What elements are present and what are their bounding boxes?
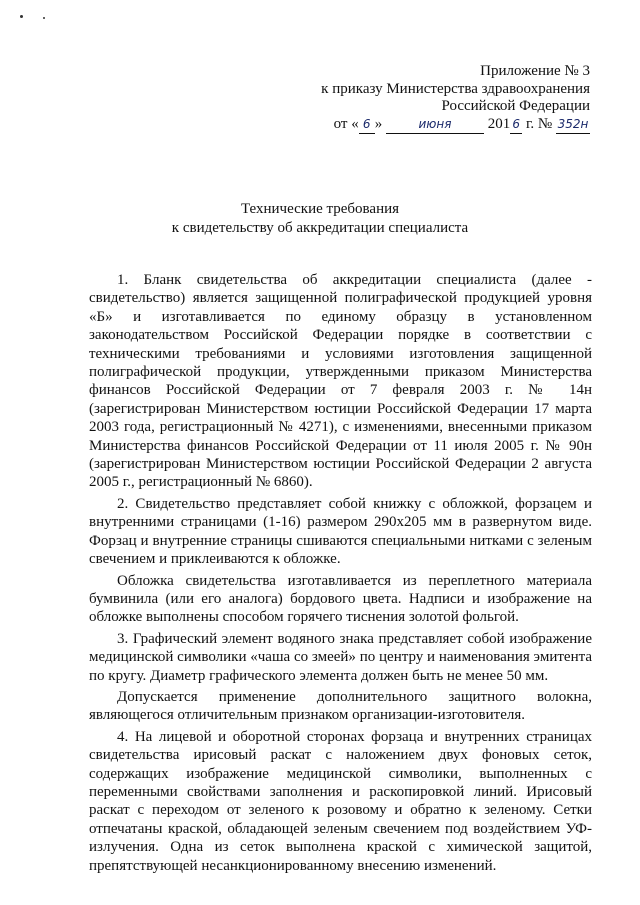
paragraph-3-fiber: Допускается применение дополнительного защитного волокна, являющегося отличительным признаком организации-изготовителя. <box>89 688 592 724</box>
handwritten-month: июня <box>418 116 452 131</box>
title-line-1: Технические требования <box>240 201 400 217</box>
handwritten-year-digit: 6 <box>512 116 521 131</box>
paragraph-3: 3. Графический элемент водяного знака представляет собой изображение медицинской символики «чаша со змеей» по центру и наименования эмитента по кругу. Диаметр графического элемента должен быть не менее 50 мм. <box>89 630 592 684</box>
scan-speck <box>20 15 23 18</box>
paragraph-4: 4. На лицевой и оборотной сторонах форзаца и внутренних страницах свидетельства ирисовый раскат с наложением двух фоновых сеток, содержащих изображение медицинской символики, выполненных с переменными свойствами заполнения и раскопировкой линий. Ирисовый раскат с переходом от зеленого к розовому и обратно к зеленому. Сетки отпечатаны краской, обладающей зеленым свечением под воздействием УФ-излучения. Одна из сеток выполнена краской с химической защитой, препятствующей несанкционированному внесению изменений. <box>89 728 592 874</box>
title-line-2: к свидетельству об аккредитации специалиста <box>171 220 469 236</box>
document-body <box>89 271 592 878</box>
appendix-order-ref: к приказу Министерства здравоохранения <box>321 80 590 97</box>
handwritten-order-number: 352н <box>557 116 589 131</box>
handwritten-day: 6 <box>362 116 371 131</box>
appendix-header <box>230 63 590 134</box>
appendix-date-line: от « 6 » июня 201 6 г. № 352н <box>230 116 590 135</box>
paragraph-2: 2. Свидетельство представляет собой книжку с обложкой, форзацем и внутренними страницами (1-16) размером 290x205 мм в развернутом виде. Форзац и внутренние страницы сшиваются специальными нитками с зеленым свечением и приклеиваются к обложке. <box>89 495 592 568</box>
appendix-number: Приложение № 3 <box>480 63 590 79</box>
paragraph-2-cover: Обложка свидетельства изготавливается из переплетного материала бумвинила (или его аналога) бордового цвета. Надписи и изображение на обложке выполнены способом горячего тиснения золотой фольгой. <box>89 572 592 626</box>
scan-speck <box>43 17 45 19</box>
document-title <box>0 200 640 238</box>
paragraph-1: 1. Бланк свидетельства об аккредитации специалиста (далее - свидетельство) является защищенной полиграфической продукцией уровня «Б» и изготавливается по единому образцу в установленном законодательством Российской Федерации порядке в соответствии с техническими требованиями и условиями изготовления защищенной полиграфической продукции, утвержденными приказом Министерства финансов Российской Федерации от 7 февраля 2003 г. № 14н (зарегистрирован Министерством юстиции Российской Федерации 17 марта 2003 года, регистрационный № 4271), с изменениями, внесенными приказом Министерства финансов Российской Федерации от 11 июля 2005 г. № 90н (зарегистрирован Министерством юстиции Российской Федерации 2 августа 2005 г., регистрационный № 6860). <box>89 272 592 491</box>
appendix-country: Российской Федерации <box>441 98 590 114</box>
